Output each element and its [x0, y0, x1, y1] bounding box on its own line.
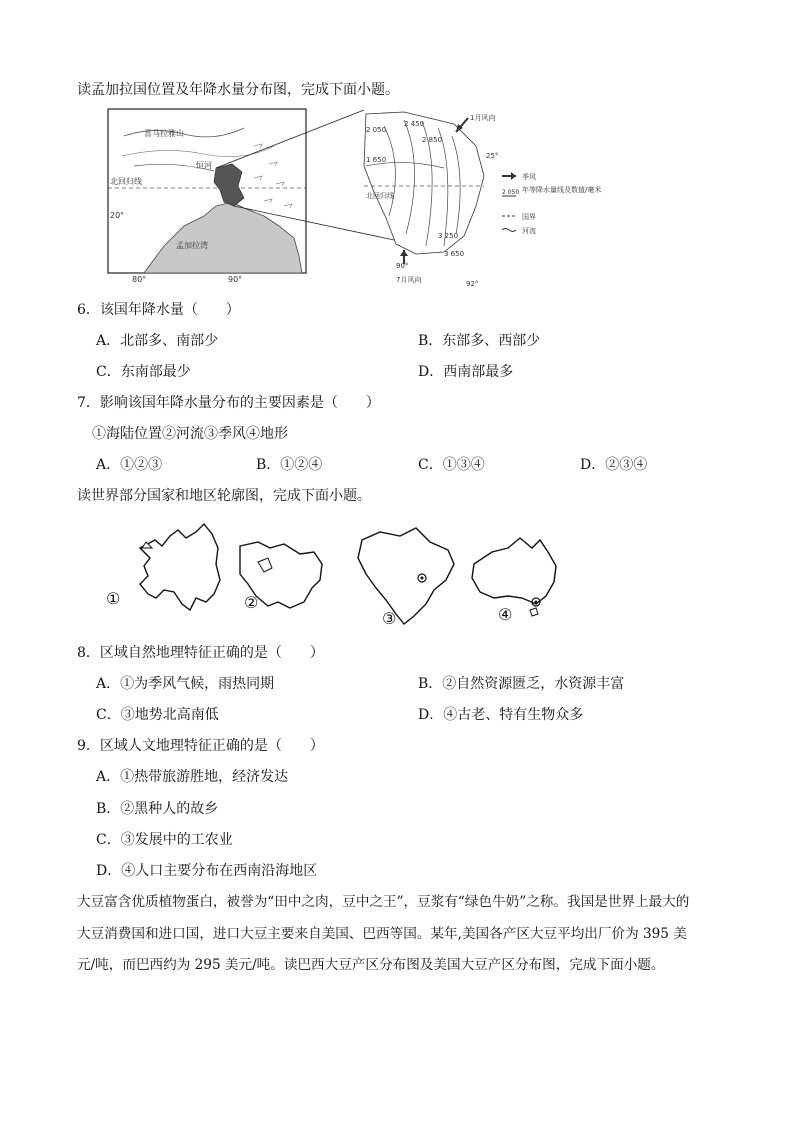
isoline-label-3650: 3 650 [444, 250, 465, 258]
q9-stem: 9．区域人文地理特征正确的是（ ） [77, 738, 324, 754]
q7-option-b[interactable]: B．①②④ [256, 457, 323, 473]
q9-option-d[interactable]: D．④人口主要分布在西南沿海地区 [96, 863, 318, 879]
outline-label-1: ① [106, 589, 121, 608]
label-tropic-left: 北回归线 [110, 177, 142, 186]
q6-option-b[interactable]: B．东部多、西部少 [418, 333, 541, 349]
outline-europe [140, 524, 220, 610]
q6-option-d[interactable]: D．西南部最多 [418, 364, 514, 380]
outline-label-3: ③ [382, 609, 397, 628]
q9-option-b[interactable]: B．②黑种人的故乡 [96, 801, 219, 817]
label-lon-92: 92° [466, 280, 479, 288]
label-bay-of-bengal: 孟加拉湾 [176, 241, 208, 250]
label-lat-20: 20° [110, 211, 125, 220]
q9-option-a[interactable]: A．①热带旅游胜地，经济发达 [96, 769, 289, 785]
outline-australia [472, 538, 556, 604]
legend-monsoon: 季风 [522, 173, 536, 181]
map-legend [502, 172, 601, 235]
precipitation-detail-map [364, 112, 484, 264]
q8-option-c[interactable]: C．③地势北高南低 [96, 707, 219, 723]
q7-option-c[interactable]: C．①③④ [418, 457, 485, 473]
legend-isoline-value: 2 050 [502, 189, 520, 196]
label-tropic-right: 北回归线 [366, 192, 394, 200]
intro-text-3-line-1: 大豆富含优质植物蛋白，被誉为“田中之肉，豆中之王”，豆浆有“绿色牛奶”之称。我国是世界上最大的 [77, 894, 690, 910]
intro-text-1: 读孟加拉国位置及年降水量分布图，完成下面小题。 [77, 82, 399, 98]
intro-text-3-line-2: 大豆消费国和进口国，进口大豆主要来自美国、巴西等国。某年,美国各产区大豆平均出厂价为 395 美 [77, 926, 687, 942]
intro-text-3-line-3: 元/吨，而巴西约为 295 美元/吨。读巴西大豆产区分布图及美国大豆产区分布图，完成下面小题。 [77, 957, 665, 973]
q6-option-c[interactable]: C．东南部最少 [96, 364, 191, 380]
q7-factors: ①海陆位置②河流③季风④地形 [92, 426, 288, 442]
isoline-label-3250: 3 250 [438, 232, 459, 240]
isoline-label-1650: 1 650 [366, 156, 387, 164]
legend-river: 河流 [522, 227, 536, 235]
q8-option-b[interactable]: B．②自然资源匮乏，水资源丰富 [418, 676, 625, 692]
label-lon-90-right: 90° [396, 262, 409, 270]
legend-isoline: 年等降水量线及数值/毫米 [522, 186, 602, 194]
bangladesh-map-figure [104, 106, 664, 288]
q6-stem: 6．该国年降水量（ ） [77, 302, 240, 318]
outline-brazil [358, 528, 454, 624]
label-lon-90: 90° [228, 275, 243, 284]
label-ganges: 恒河 [196, 161, 212, 170]
label-jul-wind: 7月风向 [396, 276, 422, 284]
region-outlines-figure [100, 518, 570, 630]
label-himalaya: 喜马拉雅山 [144, 129, 184, 138]
isoline-label-2050: 2 050 [366, 126, 387, 134]
q7-option-d[interactable]: D．②③④ [580, 457, 648, 473]
outline-label-2: ② [244, 593, 259, 612]
q7-stem: 7．影响该国年降水量分布的主要因素是（ ） [77, 395, 380, 411]
isoline-label-2850: 2 850 [422, 136, 443, 144]
label-jan-wind: 1月风向 [470, 114, 496, 122]
q8-stem: 8．区域自然地理特征正确的是（ ） [77, 645, 324, 661]
intro-text-2: 读世界部分国家和地区轮廓图，完成下面小题。 [77, 488, 371, 504]
isoline-label-2450: 2 450 [404, 120, 425, 128]
q8-option-a[interactable]: A．①为季风气候，雨热同期 [96, 676, 275, 692]
q7-option-a[interactable]: A．①②③ [96, 457, 163, 473]
q8-option-d[interactable]: D．④古老、特有生物众多 [418, 707, 584, 723]
q9-option-c[interactable]: C．③发展中的工农业 [96, 832, 233, 848]
q6-option-a[interactable]: A．北部多、南部少 [96, 333, 219, 349]
outline-label-4: ④ [498, 605, 513, 624]
label-lon-80: 80° [132, 275, 147, 284]
label-lat-25: 25° [486, 152, 499, 160]
legend-border: 国界 [522, 213, 536, 221]
